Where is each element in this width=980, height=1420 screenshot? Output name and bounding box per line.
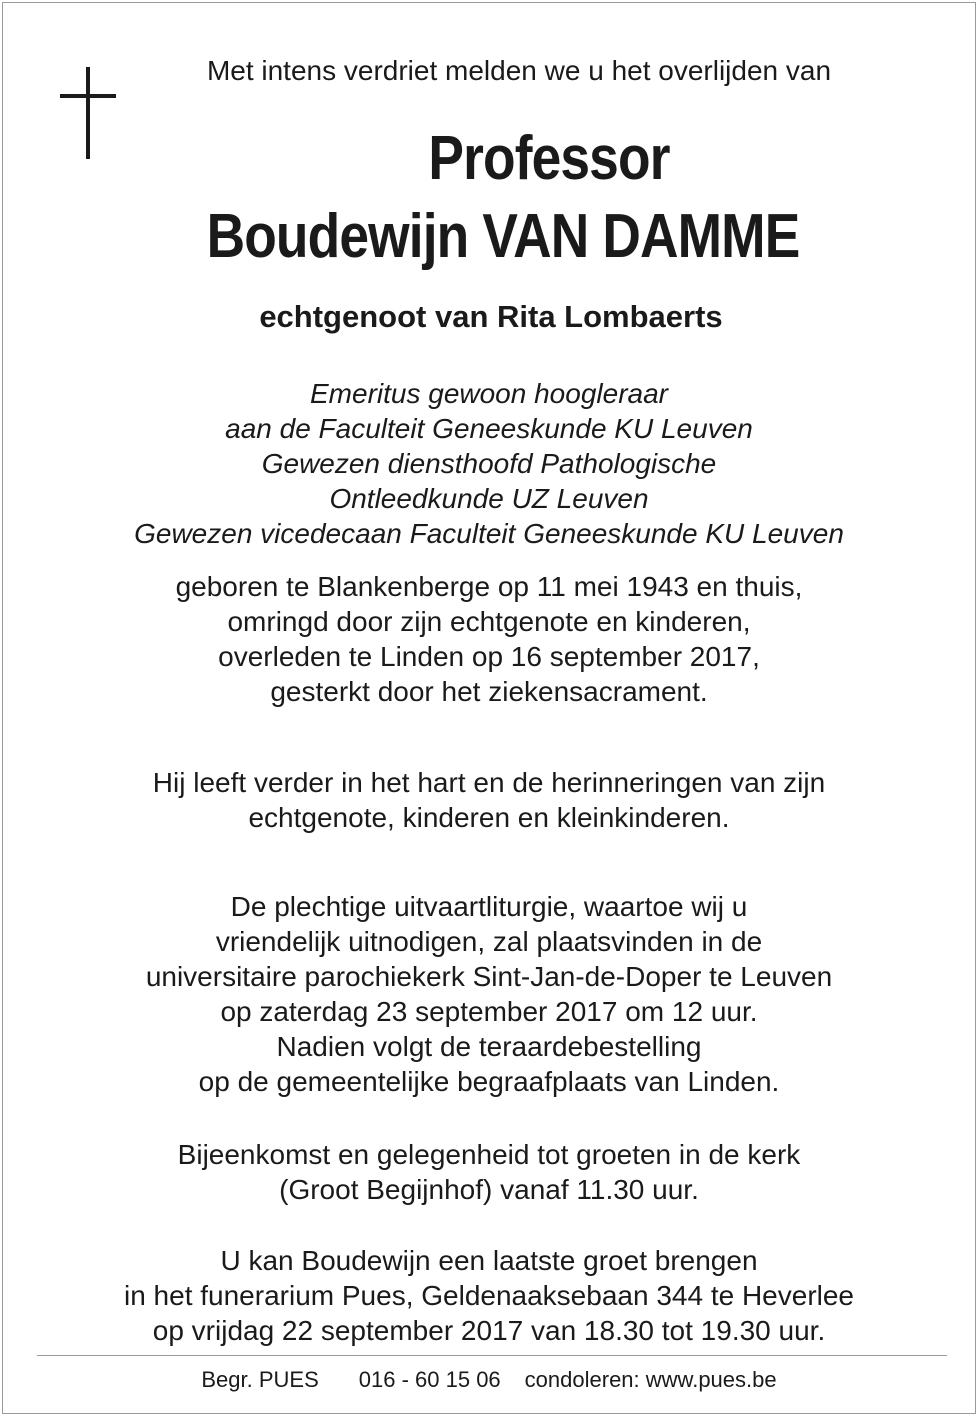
undertaker-name: Begr. PUES — [201, 1367, 319, 1392]
deceased-title: Professor — [428, 124, 670, 193]
intro-text: Met intens verdriet melden we u het overlijden van — [206, 55, 832, 86]
funeral-line: op de gemeentelijke begraafplaats van Linden. — [198, 1066, 780, 1097]
funeral-line: vriendelijk uitnodigen, zal plaatsvinden in de — [215, 926, 763, 957]
funeral-details — [3, 889, 975, 1099]
born-line: geboren te Blankenberge op 11 mei 1943 en thuis, — [175, 571, 803, 602]
meeting-line: Bijeenkomst en gelegenheid tot groeten in de kerk — [177, 1139, 801, 1170]
title-line: Gewezen diensthoofd Pathologische — [261, 448, 717, 479]
title-line: Ontleedkunde UZ Leuven — [329, 483, 649, 514]
remembrance-line: echtgenote, kinderen en kleinkinderen. — [248, 802, 730, 833]
spouse-text: echtgenoot van Rita Lombaerts — [259, 299, 723, 334]
funeral-line: op zaterdag 23 september 2017 om 12 uur. — [220, 996, 758, 1027]
deceased-name: Boudewijn VAN DAMME — [206, 202, 800, 271]
title-line: Gewezen vicedecaan Faculteit Geneeskunde KU Leuven — [134, 518, 844, 549]
footer — [3, 1367, 975, 1393]
visit-line: in het funerarium Pues, Geldenaaksebaan 344 te Heverlee — [123, 1280, 855, 1311]
footer-divider — [37, 1355, 947, 1356]
visit-line: op vrijdag 22 september 2017 van 18.30 tot 19.30 uur. — [152, 1315, 826, 1346]
funeral-line: Nadien volgt de teraardebestelling — [276, 1031, 702, 1062]
remembrance-line: Hij leeft verder in het hart en de herinneringen van zijn — [152, 767, 826, 798]
born-line: overleden te Linden op 16 september 2017, — [218, 641, 760, 672]
birth-death-details — [3, 569, 975, 709]
born-line: omringd door zijn echtgenote en kinderen, — [227, 606, 751, 637]
visitation-details — [3, 1243, 975, 1348]
phone-number: 016 - 60 15 06 — [358, 1367, 501, 1392]
death-notice-card — [2, 2, 976, 1414]
title-line: aan de Faculteit Geneeskunde KU Leuven — [225, 413, 753, 444]
meeting-line: (Groot Begijnhof) vanaf 11.30 uur. — [279, 1174, 699, 1205]
academic-titles — [3, 376, 975, 551]
funeral-line: universitaire parochiekerk Sint-Jan-de-Doper te Leuven — [145, 961, 833, 992]
visit-line: U kan Boudewijn een laatste groet brengen — [220, 1245, 758, 1276]
title-line: Emeritus gewoon hoogleraar — [310, 378, 668, 409]
born-line: gesterkt door het ziekensacrament. — [270, 676, 708, 707]
condolence-link[interactable]: condoleren: www.pues.be — [524, 1367, 777, 1392]
remembrance-text — [3, 765, 975, 835]
meeting-details — [3, 1137, 975, 1207]
funeral-line: De plechtige uitvaartliturgie, waartoe wij u — [230, 891, 748, 922]
